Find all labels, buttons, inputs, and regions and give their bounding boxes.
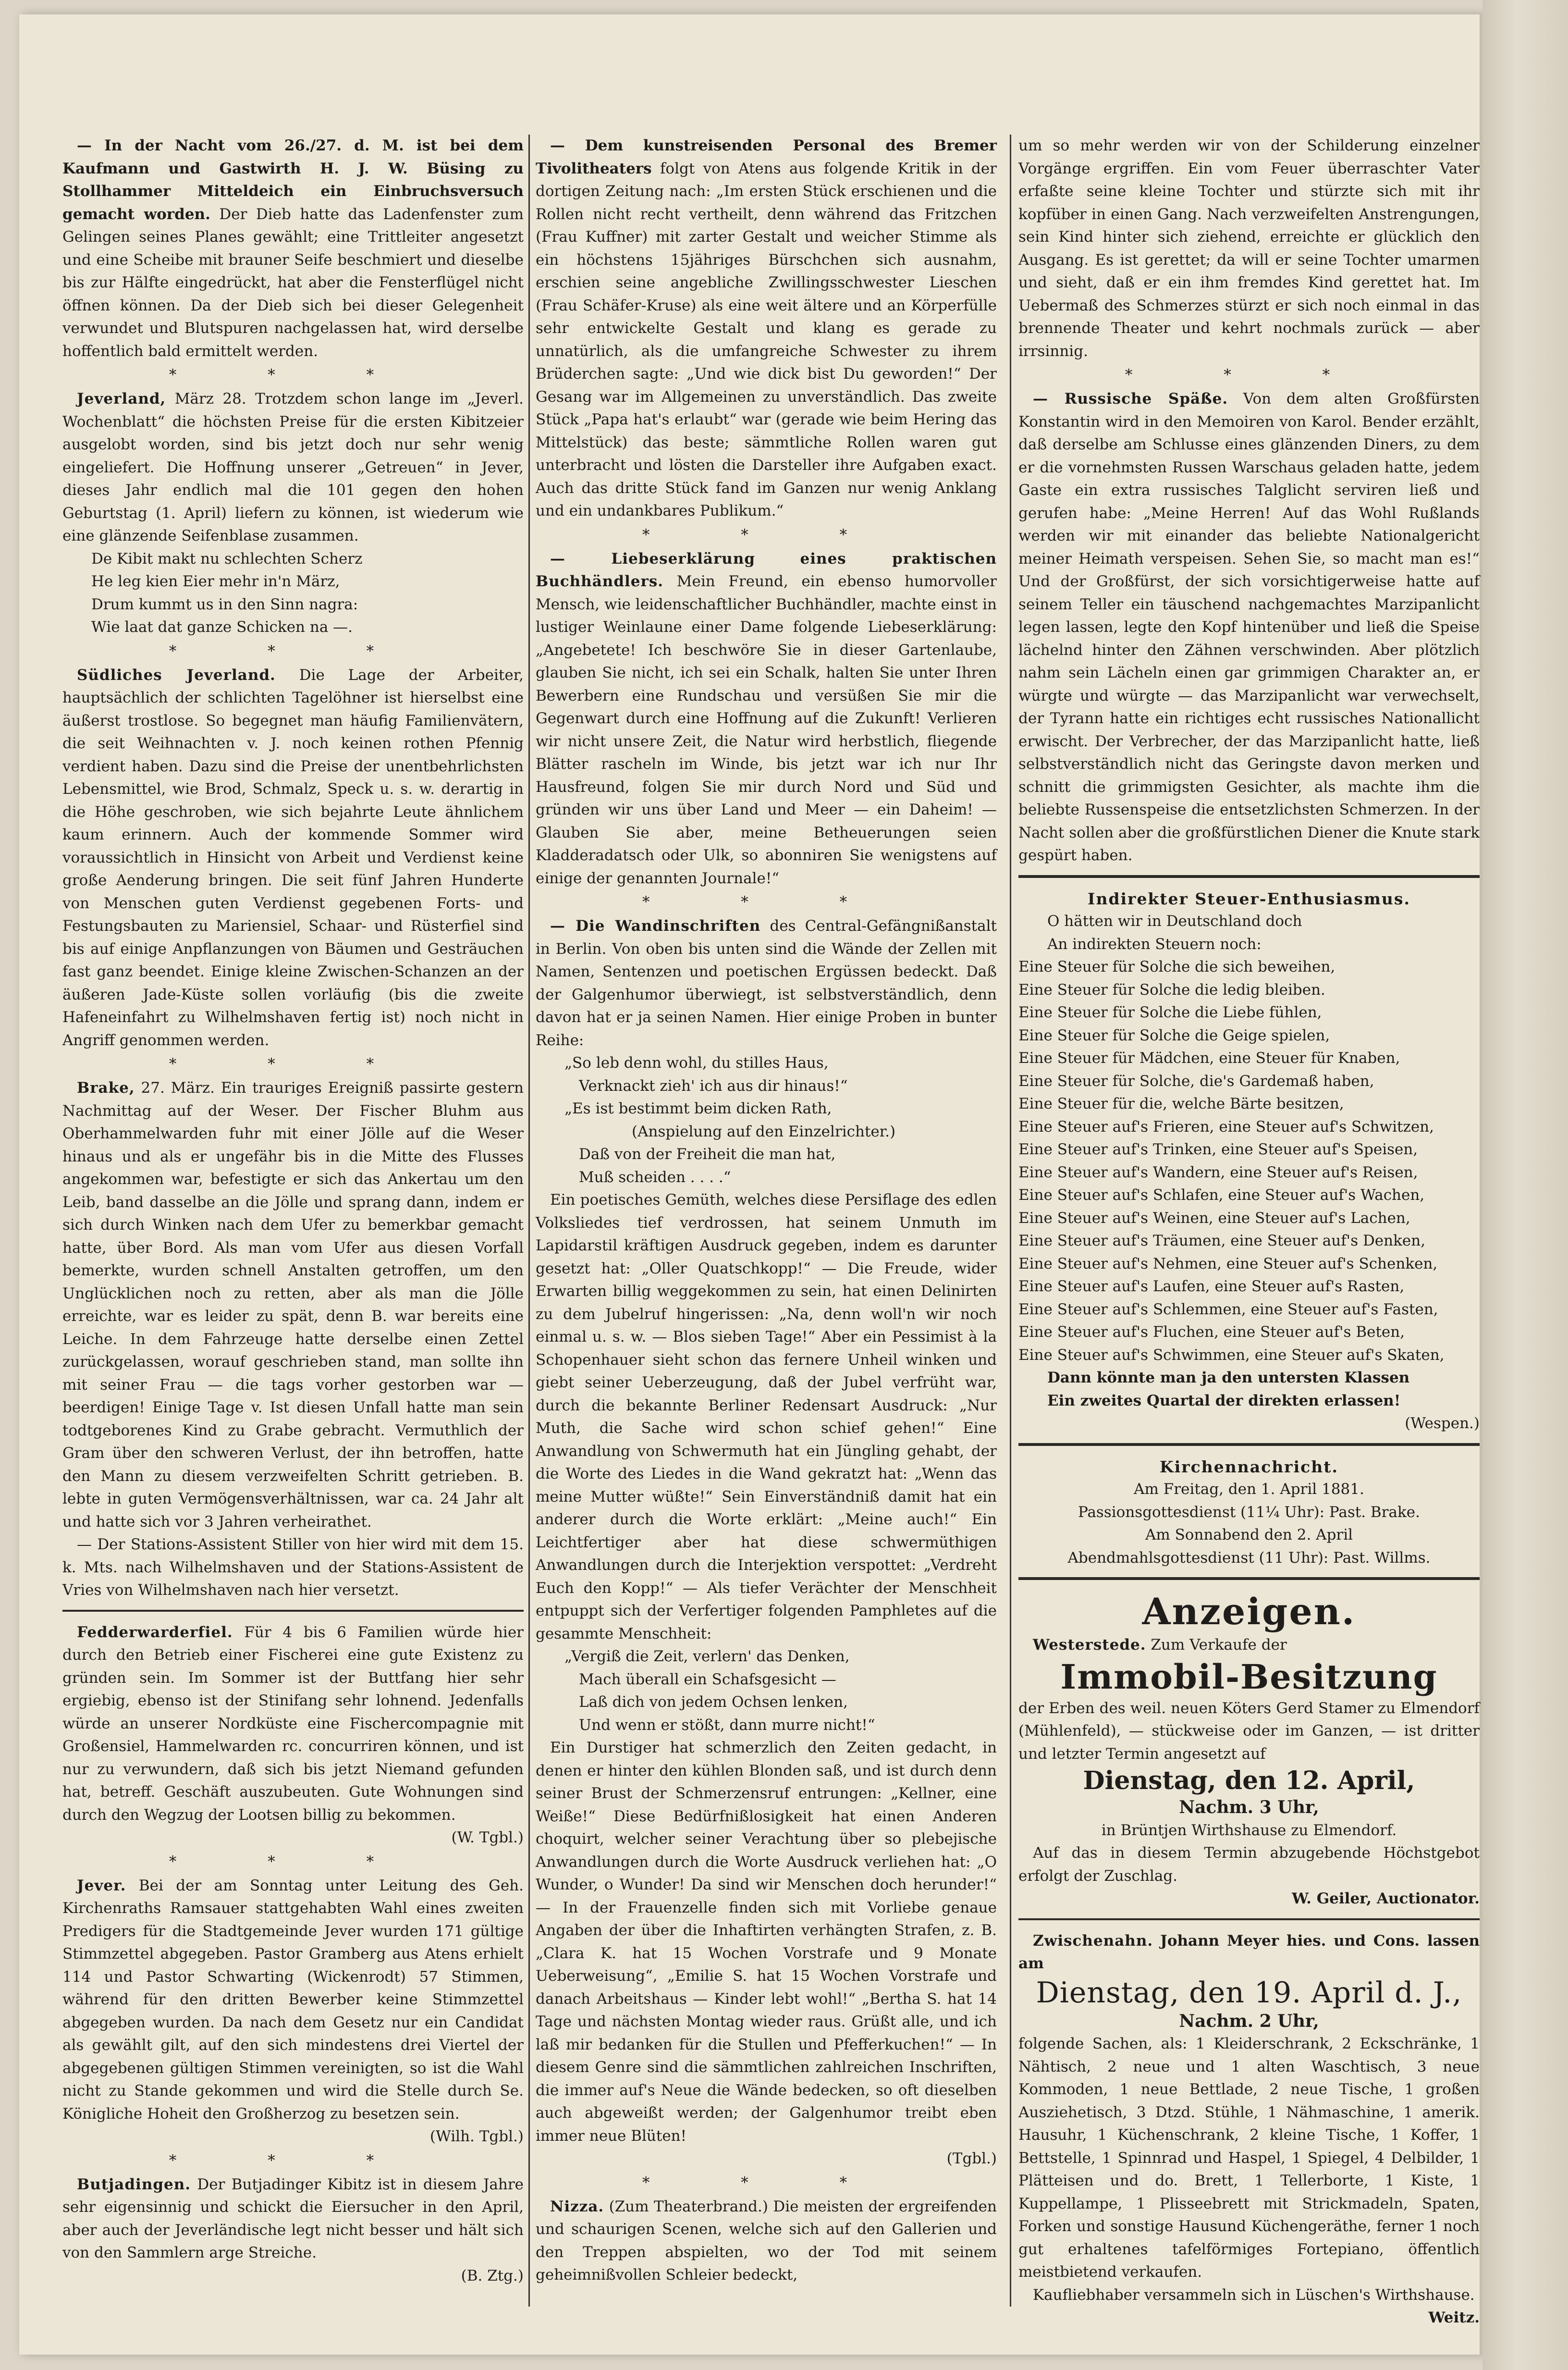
article-lead: — Dem kunstreisenden Personal des Bremer Tivolitheaters bbox=[536, 137, 997, 177]
poem-line: Eine Steuer auf's Laufen, eine Steuer auf's Rasten, bbox=[1018, 1278, 1405, 1295]
ad-date: Dienstag, den 12. April, bbox=[1083, 1766, 1415, 1795]
poem-line: Eine Steuer für Solche die ledig bleiben. bbox=[1018, 981, 1325, 999]
poem-line: O hätten wir in Deutschland doch bbox=[1047, 913, 1302, 930]
poem-line: Eine Steuer für Mädchen, eine Steuer für Knaben, bbox=[1018, 1049, 1400, 1067]
star-divider: * * * bbox=[169, 2151, 417, 2169]
article-body: Bei der am Sonntag unter Leitung des Geh. Kirchenraths Ramsauer stattgehabten Wahl eines zweiten Predigers für die Stadtgemeinde Jever wurden 171 gültige Stimmzettel abgegeben. Pastor Gramberg aus Atens erhielt 114 und Pastor Schwarting (Wickenrodt) 57 Stimmen, während für den dritten Bewerber keine Stimmzettel abgegeben wurden. Da nach dem Gesetz nur ein Candidat als gewählt gilt, auf den sich mindestens drei Viertel der abgegebenen gültigen Stimmen vereinigten, so ist die Wahl nicht zu Stande gekommen und wird die Stelle durch Se. Königliche Hoheit den Großherzog zu besetzen sein. bbox=[62, 1876, 524, 2123]
verse-line: „So leb denn wohl, du stilles Haus, bbox=[564, 1054, 829, 1072]
section-rule bbox=[1018, 1918, 1480, 1920]
poem-line: Eine Steuer auf's Fluchen, eine Steuer auf's Beten, bbox=[1018, 1323, 1405, 1341]
article-body: Der Butjadinger Kibitz ist in diesem Jahre sehr eigensinnig und schickt die Eiersucher in den April, aber auch der Jeverländische legt nicht besser und hält sich von den Sammlern arge Streiche. bbox=[62, 2175, 524, 2261]
article-tivolitheater bbox=[536, 135, 997, 523]
poem-line: Eine Steuer auf's Nehmen, eine Steuer auf's Schenken, bbox=[1018, 1255, 1438, 1272]
article-headline: Jeverland, bbox=[77, 390, 166, 407]
poem-line: Eine Steuer für Solche die Liebe fühlen, bbox=[1018, 1004, 1322, 1021]
verse-line: He leg kien Eier mehr in'n März, bbox=[91, 573, 340, 590]
verse-line: „Es ist bestimmt beim dicken Rath, bbox=[564, 1100, 832, 1117]
article-body: März 28. Trotzdem schon lange im „Jeverl. Wochenblatt“ die höchsten Preise für die ersten Kibitzeier ausgelobt worden, sind bis jetzt doch nur sehr wenig eingeliefert. Die Hoffnung unserer „Getreuen“ in Jever, dieses Jahr endlich mal die 101 gegen den hohen Geburtstag (1. April) liefern zu können, ist wiederum wie eine glänzende Seifenblase zusammen. bbox=[62, 390, 524, 544]
poem-line: Dann könnte man ja den untersten Klassen bbox=[1047, 1369, 1410, 1386]
poem-line: Eine Steuer für Solche, die's Gardemaß haben, bbox=[1018, 1072, 1374, 1090]
verse-line: (Anspielung auf den Einzelrichter.) bbox=[632, 1123, 896, 1140]
dialect-verse bbox=[62, 548, 524, 639]
source-signature: (Tgbl.) bbox=[946, 2150, 997, 2167]
ad-body: der Erben des weil. neuen Köters Gerd Stamer zu Elmendorf (Mühlenfeld), — stückweise oder im Ganzen, — ist dritter und letzter Termin angesetzt auf bbox=[1018, 1699, 1480, 1763]
ad-body: Kaufliebhaber versammeln sich in Lüschen's Wirthshause. bbox=[1033, 2286, 1475, 2304]
ad-immobil-besitzung bbox=[1018, 1634, 1480, 1911]
article-body: Der Dieb hatte das Ladenfenster zum Gelingen seines Planes gewählt; eine Trittleiter angesetzt und eine Scheibe mit brauner Seife beschmiert und dieselbe bis zur Hälfte eingedrückt, hat aber die Fensterflügel nicht öffnen können. Da der Dieb sich bei dieser Gelegenheit verwundet und Blutspuren nachgelassen hat, wird derselbe hoffentlich bald ermittelt werden. bbox=[62, 205, 524, 360]
source-signature: (Wilh. Tgbl.) bbox=[429, 2128, 524, 2145]
poem-line: Eine Steuer auf's Träumen, eine Steuer auf's Denken, bbox=[1018, 1232, 1426, 1249]
poem-line: Eine Steuer auf's Frieren, eine Steuer auf's Schwitzen, bbox=[1018, 1118, 1434, 1136]
source-signature: (W. Tgbl.) bbox=[451, 1829, 524, 1846]
column-rule bbox=[528, 135, 530, 2307]
article-headline: Jever. bbox=[77, 1876, 126, 1894]
scan-margin bbox=[1482, 0, 1568, 2370]
column-1 bbox=[62, 135, 524, 2290]
article-body: Ein poetisches Gemüth, welches diese Persiflage des edlen Volksliedes tief verdrossen, hat seinem Unmuth im Lapidarstil kräftigen Ausdruck gegeben, indem es darunter gesetzt hat: „Oller Quatschkopp!“ — Die Freude, wider Erwarten billig weggekommen zu sein, hat einen Delinirten zu dem Jubelruf hingerissen: „Na, denn woll'n wir noch einmal u. s. w. — Blos sieben Tage!“ Aber ein Pessimist à la Schopenhauer sieht schon das fernere Unheil winken und giebt seiner Ueberzeugung, daß der Jubel verfrüht war, durch die bekannte Berliner Redensart Ausdruck: „Nur Muth, die Sache wird schon schief gehen!“ Eine Anwandlung von Schwermuth hat ein Jüngling gehabt, der die Worte des Liedes in die Wand gekratzt hat: „Wenn das meine Mutter wüßte!“ Sein Einverständniß damit hat ein anderer durch die Worte erklärt: „Meine auch!“ Ein Leichtfertiger aber hat diese schwermüthigen Anwandlungen durch die Interjektion verspottet: „Verdreht Euch den Kopp!“ — Als tiefer Verächter der Menschheit entpuppt sich der Verfertiger folgenden Pamphletes auf die gesammte Menschheit: bbox=[536, 1191, 997, 1642]
article-headline: Butjadingen. bbox=[77, 2175, 191, 2193]
newspaper-page bbox=[19, 14, 1482, 2355]
ad-lead: Zum Verkaufe der bbox=[1151, 1636, 1287, 1654]
article-headline-cont: eines praktischen Buchhändlers. bbox=[536, 550, 997, 590]
poem-line: Eine Steuer für Solche die Geige spielen, bbox=[1018, 1026, 1330, 1044]
ad-signature: Weitz. bbox=[1428, 2309, 1480, 2326]
column-2 bbox=[536, 135, 997, 2290]
ad-location: in Brüntjen Wirthshause zu Elmendorf. bbox=[1101, 1821, 1397, 1839]
inscription-verse bbox=[536, 1098, 997, 1189]
article-headline: Nizza. bbox=[550, 2197, 604, 2215]
star-divider: * * * bbox=[642, 893, 891, 911]
article-body: um so mehr werden wir von der Schilderung einzelner Vorgänge ergriffen. Ein vom Feuer überraschter Vater erfaßte seine kleine Tochter und stürzte sich mit ihr kopfüber in einen Gang. Nach verzweifelten Anstrengungen, sein Kind hinter sich ziehend, erreichte er glücklich den Ausgang. Es ist gerettet; da will er seine Tochter umarmen und sieht, daß er ein ihm fremdes Kind gerettet hat. Im Uebermaß des Schmerzes stürzt er sich noch einmal in das brennende Theater und kehrt nochmals zurück — aber irrsinnig. bbox=[1018, 137, 1480, 360]
article-body: (Zum Theaterbrand.) Die meisten der ergreifenden und schaurigen Scenen, welche sich auf den Gallerien und den Treppen abspielten, wo der Tod mit seinem geheimnißvollen Schleier bedeckt, bbox=[536, 2197, 997, 2284]
church-line: Am Sonnabend den 2. April bbox=[1145, 1526, 1353, 1543]
article-body: 27. März. Ein trauriges Ereigniß passirte gestern Nachmittag auf der Weser. Der Fischer Bluhm aus Oberhammelwarden fuhr mit einer Jölle auf die Weser hinaus und als er ungefähr bis in die Mitte des Flusses angekommen war, befestigte er sich das Ankertau um den Leib, band dasselbe an die Jölle und sprang dann, indem er sich durch Winken nach dem Ufer zu bemerkbar gemacht hatte, über Bord. Als man vom Ufer aus diesen Vorfall bemerkte, wurden schnell Anstalten getroffen, um den Unglücklichen noch zu retten, aber als man die Jölle erreichte, war es leider zu spät, denn B. war bereits eine Leiche. In dem Fahrzeuge hatte derselbe einen Zettel zurückgelassen, worauf geschrieben stand, man sollte ihn mit seiner Frau — die tags vorher gestorben war — beerdigen! Einige Tage v. Ist diesen Unfall hatte man sein todtgeborenes Kind zu Grabe gebracht. Vermuthlich der Gram über den schweren Verlust, der ihn betroffen, hatte den Mann zu diesem verzweifelten Schritt getrieben. B. lebte in guten Vermögensverhältnissen, war ca. 24 Jahr alt und hatte sich vor 3 Jahren verheirathet. bbox=[62, 1079, 524, 1531]
poem-line: Eine Steuer auf's Schlafen, eine Steuer auf's Wachen, bbox=[1018, 1186, 1425, 1204]
ad-zwischenahn-auction bbox=[1018, 1930, 1480, 2330]
article-butjadingen bbox=[62, 2173, 524, 2288]
verse-line: Laß dich von jedem Ochsen lenken, bbox=[579, 1693, 848, 1711]
verse-line: Und wenn er stößt, dann murre nicht!“ bbox=[579, 1716, 875, 1734]
article-lead: — In der Nacht vom 26./27. d. M. ist bei dem Kaufmann und Gastwirth H. J. W. Büsing zu Stollhammer Mitteldeich ein Einbruchsversuch gemacht worden. bbox=[62, 137, 524, 223]
poem-steuer-enthusiasmus bbox=[1018, 888, 1480, 1435]
article-headline: — Die Wandinschriften bbox=[550, 917, 761, 935]
source-signature: (B. Ztg.) bbox=[461, 2267, 524, 2284]
article-fedderwarderfiel bbox=[62, 1621, 524, 1850]
article-jever bbox=[62, 1875, 524, 2148]
article-nizza bbox=[536, 2196, 997, 2287]
verse-line: „Vergiß die Zeit, verlern' das Denken, bbox=[564, 1648, 850, 1665]
article-body: — Der Stations-Assistent Stiller von hier wird mit dem 15. k. Mts. nach Wilhelmshaven und der Stations-Assistent de Vries von Wilhelmshaven nach hier versetzt. bbox=[62, 1536, 524, 1599]
church-title: Kirchennachricht. bbox=[1160, 1457, 1338, 1476]
poem-line: Eine Steuer auf's Trinken, eine Steuer auf's Speisen, bbox=[1018, 1141, 1418, 1158]
ad-body: Auf das in diesem Termin abzugebende Höchstgebot erfolgt der Zuschlag. bbox=[1018, 1844, 1480, 1885]
verse-line: Daß von der Freiheit die man hat, bbox=[579, 1146, 836, 1163]
section-rule bbox=[1018, 875, 1480, 878]
article-body: Für 4 bis 6 Familien würde hier durch den Betrieb einer Fischerei eine gute Existenz zu gründen sein. Im Sommer ist der Buttfang hier sehr ergiebig, ebenso ist der Stinifang sehr lohnend. Jedenfalls würde an unserer Nordküste eine Fischercompagnie mit Großensiel, Hammelwarden rc. concurriren können, und ist nur zu verwundern, daß sich bis jetzt Niemand gefunden hat, betreff. Geschäft auszubeuten. Gute Wohnungen sind durch den Wegzug der Lootsen billig zu bekommen. bbox=[62, 1623, 524, 1824]
ad-big-title: Immobil-Besitzung bbox=[1060, 1656, 1438, 1697]
ad-date: Dienstag, den 19. April d. J., bbox=[1036, 1975, 1462, 2010]
poem-line: Eine Steuer auf's Weinen, eine Steuer auf's Lachen, bbox=[1018, 1209, 1410, 1227]
article-headline: Fedderwarderfiel. bbox=[77, 1623, 233, 1641]
poem-line: Eine Steuer für Solche die sich beweihen, bbox=[1018, 958, 1335, 975]
poem-line: Eine Steuer auf's Schlemmen, eine Steuer auf's Fasten, bbox=[1018, 1300, 1438, 1318]
article-jeverland bbox=[62, 388, 524, 639]
poem-line: Eine Steuer auf's Schwimmen, eine Steuer auf's Skaten, bbox=[1018, 1346, 1445, 1364]
star-divider: * * * bbox=[169, 366, 417, 383]
ad-place: Westerstede. bbox=[1033, 1636, 1146, 1654]
church-line: Abendmahlsgottesdienst (11 Uhr): Past. Willms. bbox=[1067, 1549, 1431, 1567]
article-suedliches-jeverland bbox=[62, 664, 524, 1052]
church-notice bbox=[1018, 1456, 1480, 1570]
star-divider: * * * bbox=[169, 642, 417, 660]
column-3 bbox=[1018, 135, 1480, 2333]
section-rule bbox=[1018, 1443, 1480, 1446]
star-divider: * * * bbox=[169, 1055, 417, 1073]
ad-place: Zwischenahn. bbox=[1033, 1932, 1153, 1950]
source-signature: (Wespen.) bbox=[1405, 1415, 1480, 1432]
ad-time: Nachm. 2 Uhr, bbox=[1179, 2011, 1319, 2031]
ad-time: Nachm. 3 Uhr, bbox=[1179, 1797, 1319, 1817]
ad-body: folgende Sachen, als: 1 Kleiderschrank, 2 Eckschränke, 1 Nähtisch, 2 neue und 1 alten Waschtisch, 3 neue Kommoden, 1 neue Bettlade, 2 neue Tische, 1 großen Ausziehetisch, 3 Dtzd. Stühle, 1 Nähmaschine, 1 amerik. Hausuhr, 1 Küchenschrank, 2 kleine Tische, 1 Koffer, 1 Bettstelle, 1 Spinnrad und Haspel, 1 Spiegel, 4 Delbilder, 1 Plätteisen und do. Brett, 1 Tellerborte, 1 Kiste, 1 Kuppellampe, 1 Plisseebrett mit Strickmadeln, Spaten, Forken und sonstige Hausund Küchengeräthe, ferner 1 noch gut erhaltenes tafelförmiges Fortepiano, öffentlich meistbietend verkaufen. bbox=[1018, 2035, 1480, 2281]
article-body: des Central-Gefängnißanstalt in Berlin. Von oben bis unten sind die Wände der Zellen mit Namen, Sentenzen und poetischen Ergüssen bedeckt. Daß der Galgenhumor überwiegt, ist selbstverständlich, denn davon hat er ja seinen Namen. Hier einige Proben in bunter Reihe: bbox=[536, 917, 997, 1049]
poem-line: Eine Steuer auf's Wandern, eine Steuer auf's Reisen, bbox=[1018, 1163, 1418, 1181]
verse-line: Mach überall ein Schafsgesicht — bbox=[579, 1670, 836, 1688]
article-liebeserklaerung bbox=[536, 548, 997, 890]
ad-lead: Johann Meyer hies. und Cons. lassen am bbox=[1018, 1932, 1480, 1972]
poem-line: Ein zweites Quartal der direkten erlassen! bbox=[1047, 1392, 1401, 1409]
church-line: Am Freitag, den 1. April 1881. bbox=[1134, 1481, 1364, 1498]
verse-line: De Kibit makt nu schlechten Scherz bbox=[91, 550, 363, 568]
article-body: Mein Freund, ein ebenso humorvoller Mensch, wie leidenschaftlicher Buchhändler, machte einst in lustiger Weinlaune einer Dame folgende Liebeserklärung: „Angebetete! Ich beschwöre Sie in dieser Gartenlaube, glauben Sie nicht, ich sei ein Schalk, halten Sie unter Ihren Bewerbern eine Rundschau und versüßen Sie mir die Gegenwart durch eine Hoffnung auf die Zukunft! Verlieren wir nicht unsere Zeit, die Natur wird herbstlich, fliegende Blätter rascheln im Winde, bis jetzt war ich nur Ihr Hausfreund, folgen Sie mir durch Nord und Süd und gründen wir uns über Land und Meer — ein Daheim! — Glauben Sie aber, meine Betheuerungen seien Kladderadatsch oder Ulk, so abonniren Sie wenigstens auf einige der genannten Journale!“ bbox=[536, 573, 997, 887]
article-headline: Südliches Jeverland. bbox=[77, 666, 276, 684]
article-headline: — Liebeserklärung bbox=[550, 550, 756, 568]
ad-signature: W. Geiler, Auctionator. bbox=[1292, 1890, 1480, 1907]
article-body: Von dem alten Großfürsten Konstantin wird in den Memoiren von Karol. Bender erzählt, daß derselbe am Schlusse eines glänzenden Diners, zu dem er die vornehmsten Russen Warschaus geladen hatte, jedem Gaste ein extra russisches Talglicht serviren ließ und gerufen habe: „Meine Herren! Auf das Wohl Rußlands werden wir mit einander das beliebte Nationalgericht meiner Heimath verspeisen. Sehen Sie, so macht man es!“ Und der Großfürst, der sich vorsichtigerweise hatte auf seinem Teller ein täuschend nachgemachtes Marzipanlicht legen lassen, legte den Kopf hintenüber und ließ die Speise lächelnd hinter den Zähnen verschwinden. Aber plötzlich nahm sein Lächeln einen gar grimmigen Charakter an, er würgte und würgte — das Marzipanlicht war verwechselt, der Tyrann hatte ein richtiges echt russisches Nationallicht erwischt. Der Verbrecher, der das Marzipanlicht hatte, ließ selbstverständlich nicht das Geringste davon merken und schnitt die grimmigsten Gesichter, als machte ihm die beliebte Russenspeise die entsetzlichsten Schmerzen. In der Nacht sollen aber die großfürstlichen Diener die Knute stark gespürt haben. bbox=[1018, 390, 1480, 864]
star-divider: * * * bbox=[1125, 366, 1373, 383]
verse-line: Muß scheiden . . . .“ bbox=[579, 1168, 731, 1186]
inscription-verse bbox=[536, 1052, 997, 1098]
ads-title: Anzeigen. bbox=[1142, 1590, 1356, 1633]
inscription-verse bbox=[536, 1645, 997, 1737]
article-body: folgt von Atens aus folgende Kritik in der dortigen Zeitung nach: „Im ersten Stück erschienen und die Rollen nicht recht vertheilt, denn während das Fritzchen (Frau Kuffner) mit zarter Gestalt und weicher Stimme als ein höchstens 15jähriges Bürschchen sich ausnahm, erschien seine angebliche Zwillingsschwester Lieschen (Frau Schäfer-Kruse) als eine weit ältere und an Körperfülle sehr entwickelte Gestalt und klang es gerade zu unnatürlich, als die umfangreiche Schwester zu ihrem Brüderchen sagte: „Und wie dick bist Du geworden!“ Der Gesang war im Allgemeinen zu unverständlich. Das zweite Stück „Papa hat's erlaubt“ war (gerade wie beim Hering das Mittelstück) das beste; sämmtliche Rollen waren gut unterbracht und lösten die Darsteller ihre Aufgaben exact. Auch das dritte Stück fand im Ganzen nur wenig Anklang und ein undankbares Publikum.“ bbox=[536, 160, 997, 519]
poem-title: Indirekter Steuer-Enthusiasmus. bbox=[1088, 889, 1410, 908]
verse-line: Drum kummt us in den Sinn nagra: bbox=[91, 595, 358, 613]
article-nizza-cont bbox=[1018, 135, 1480, 363]
star-divider: * * * bbox=[169, 1852, 417, 1870]
poem-line: An indirekten Steuern noch: bbox=[1047, 935, 1262, 953]
article-russische-spaesse bbox=[1018, 388, 1480, 867]
star-divider: * * * bbox=[642, 2173, 891, 2191]
article-wandinschriften bbox=[536, 915, 997, 2171]
article-body: Die Lage der Arbeiter, hauptsächlich der schlichten Tagelöhner ist hierselbst eine äußerst trostlose. So begegnet man häufig Familienvätern, die seit Weihnachten v. J. noch keinen rothen Pfennig verdient haben. Dazu sind die Preise der unentbehrlichsten Lebensmittel, wie Brod, Schmalz, Speck u. s. w. derartig in die Höhe geschroben, wie sich bejahrte Leute ähnlichem kaum erinnern. Auch der kommende Sommer wird voraussichtlich in Hinsicht von Arbeit und Verdienst keine große Aenderung bringen. Die seit fünf Jahren Hunderte von Menschen guten Verdienst gegebenen Forts- und Festungsbauten zu Mariensiel, Schaar- und Rüsterfiel sind bis auf einige Anpflanzungen von Bäumen und Gesträuchen fast ganz beendet. Einige kleine Zwischen-Schanzen an der äußeren Jade-Küste sollen vorläufig (bis die zweite Hafeneinfahrt zu Wilhelmshaven fertig ist) noch nicht in Angriff genommen werden. bbox=[62, 666, 524, 1049]
verse-line: Wie laat dat ganze Schicken na —. bbox=[91, 618, 353, 636]
verse-line: Verknackt zieh' ich aus dir hinaus!“ bbox=[579, 1077, 848, 1095]
article-headline: — Russische Späße. bbox=[1033, 390, 1228, 407]
star-divider: * * * bbox=[642, 526, 891, 543]
church-line: Passionsgottesdienst (11¼ Uhr): Past. Brake. bbox=[1078, 1503, 1421, 1521]
article-headline: Brake, bbox=[77, 1079, 135, 1097]
section-rule bbox=[1018, 1577, 1480, 1580]
article-body: Ein Durstiger hat schmerzlich den Zeiten gedacht, in denen er hinter den kühlen Blonden saß, und ist durch denn seiner Brust der Schmerzensruf entrungen: „Kellner, eine Weiße!“ Diese Bedürfnißlosigkeit hat einen Anderen choquirt, welcher seiner Verachtung über so plebejische Anwandlungen durch die Worte Ausdruck verliehen hat: „O Wunder, o Wunder! Da sind wir Menschen doch herunder!“ — In der Frauenzelle finden sich mit Vorliebe genaue Angaben der über die Inhaftirten verhängten Strafen, z. B. „Clara K. hat 15 Wochen Vorstrafe und 9 Monate Ueberweisung“, „Emilie S. hat 15 Wochen Vorstrafe und danach Arbeitshaus — Kinder lebt wohl!“ „Bertha S. hat 14 Tage und nächsten Montag wieder raus. Grüßt alle, und ich laß mir bedanken für die Stullen und Pfefferkuchen!“ — In diesem Genre sind die sämmtlichen zahlreichen Inschriften, die immer auf's Neue die Wände bedecken, so oft dieselben auch abgeweißt werden; der Galgenhumor treibt eben immer neue Blüten! bbox=[536, 1739, 997, 2145]
section-rule bbox=[62, 1610, 524, 1612]
column-rule bbox=[1010, 135, 1011, 2307]
article-brake bbox=[62, 1077, 524, 1602]
poem-line: Eine Steuer für die, welche Bärte besitzen, bbox=[1018, 1095, 1344, 1112]
article-stollhammer bbox=[62, 135, 524, 363]
